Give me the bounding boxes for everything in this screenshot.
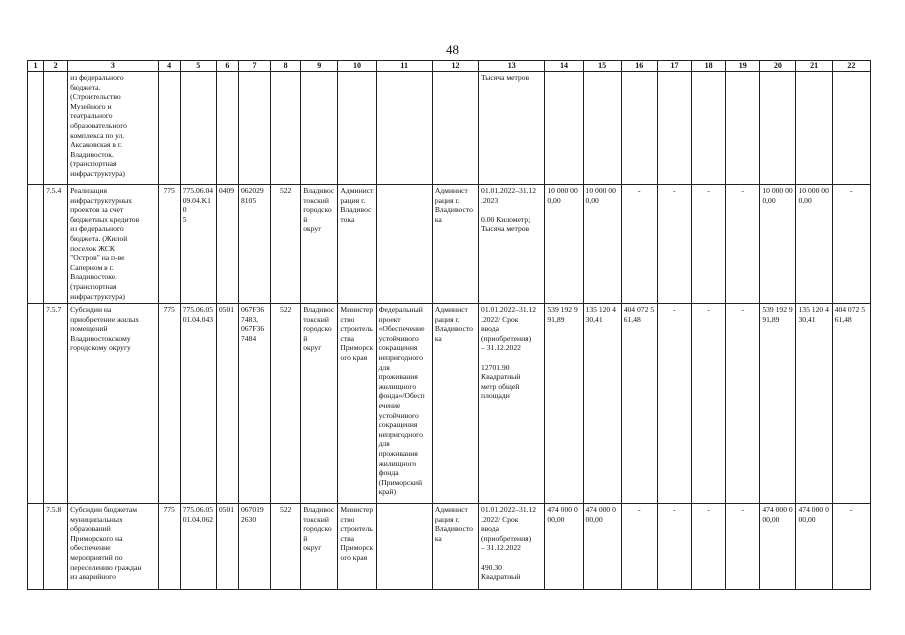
cell-description: Субсидии на приобретение жилых помещений Владивостокскому городскому округу — [68, 304, 158, 504]
page-number: 48 — [446, 42, 459, 57]
cell-amount: - — [657, 185, 691, 304]
col-header: 22 — [832, 61, 870, 72]
cell-amount: 474 000 0 00,00 — [583, 504, 621, 590]
cell-item-no — [44, 72, 68, 185]
cell-item-no: 7.5.7 — [44, 304, 68, 504]
col-header: 14 — [545, 61, 583, 72]
cell-code: 0409 — [216, 185, 238, 304]
table-row — [28, 304, 871, 504]
cell-code: 522 — [271, 185, 301, 304]
cell-code: 775.06.04 09.04.K10 5 — [180, 185, 216, 304]
cell-amount — [832, 72, 870, 185]
cell-territory: Владивос токский городской округ — [301, 185, 338, 304]
cell-amount: 474 000 0 00,00 — [796, 504, 832, 590]
cell-amount: 10 000 00 0,00 — [583, 185, 621, 304]
cell-project — [376, 504, 432, 590]
table-row — [28, 72, 871, 185]
cell-agency: Министер ство строитель ства Приморск ого края — [338, 304, 376, 504]
cell-code: 775 — [158, 504, 180, 590]
cell-amount: 10 000 00 0,00 — [760, 185, 796, 304]
cell-amount: 135 120 4 30,41 — [583, 304, 621, 504]
cell-num — [28, 185, 44, 304]
cell-amount: - — [726, 304, 760, 504]
cell-period: 01.01.2022–31.12 .2022/ Срок ввода (приобретения) – 31.12.2022 490.30 Квадратный — [479, 504, 545, 590]
col-header: 9 — [301, 61, 338, 72]
cell-period: Тысяча метров — [479, 72, 545, 185]
cell-agency — [338, 72, 376, 185]
cell-amount: - — [692, 504, 726, 590]
budget-table — [27, 60, 871, 590]
cell-code: 775.06.05 01.04.043 — [180, 304, 216, 504]
cell-code — [238, 72, 270, 185]
cell-amount: 404 072 5 61,48 — [621, 304, 657, 504]
cell-code: 0501 — [216, 504, 238, 590]
col-header: 19 — [726, 61, 760, 72]
cell-item-no: 7.5.8 — [44, 504, 68, 590]
cell-description: Субсидии бюджетам муниципальных образований Приморского на обеспечение мероприятий по переселению граждан из аварийного — [68, 504, 158, 590]
col-header: 12 — [432, 61, 478, 72]
cell-code: 522 — [271, 304, 301, 504]
cell-amount — [726, 72, 760, 185]
col-header: 11 — [376, 61, 432, 72]
cell-executor: Админист рация г. Владивосто ка — [432, 304, 478, 504]
cell-amount: 539 192 9 91,89 — [760, 304, 796, 504]
table-row — [28, 504, 871, 590]
col-header: 15 — [583, 61, 621, 72]
cell-agency: Министер ство строитель ства Приморск ого края — [338, 504, 376, 590]
cell-amount: 10 000 00 0,00 — [796, 185, 832, 304]
col-header: 6 — [216, 61, 238, 72]
cell-executor: Админист рация г. Владивосто ка — [432, 185, 478, 304]
cell-num — [28, 72, 44, 185]
cell-item-no: 7.5.4 — [44, 185, 68, 304]
cell-amount: - — [621, 185, 657, 304]
col-header: 1 — [28, 61, 44, 72]
cell-num — [28, 504, 44, 590]
header-row — [28, 61, 871, 72]
cell-period: 01.01.2022–31.12 .2023 0.00 Километр; Тысяча метров — [479, 185, 545, 304]
cell-code — [180, 72, 216, 185]
cell-amount: 10 000 00 0,00 — [545, 185, 583, 304]
cell-amount: - — [832, 504, 870, 590]
cell-territory: Владивос токский городской округ — [301, 304, 338, 504]
cell-code: 0501 — [216, 304, 238, 504]
cell-project: Федеральный проект «Обеспечение устойчивого сокращения непригодного для проживания жилищного фонда»/Обесп ечение устойчивого сокращения непригодного для проживания жилищного фонда (Приморский край) — [376, 304, 432, 504]
cell-territory: Владивос токский городской округ — [301, 504, 338, 590]
cell-code: 775 — [158, 304, 180, 504]
cell-amount: 135 120 4 30,41 — [796, 304, 832, 504]
cell-num — [28, 304, 44, 504]
cell-description: Реализация инфраструктурных проектов за счет бюджетных кредитов из федерального бюджета. (Жилой поселок ЖСК "Остров" на п-ве Саперном в г. Владивостоке. (транспортная инфраструктура) — [68, 185, 158, 304]
cell-project — [376, 72, 432, 185]
cell-amount — [796, 72, 832, 185]
col-header: 2 — [44, 61, 68, 72]
cell-code: 522 — [271, 504, 301, 590]
col-header: 10 — [338, 61, 376, 72]
col-header: 21 — [796, 61, 832, 72]
col-header: 5 — [180, 61, 216, 72]
cell-amount: - — [657, 304, 691, 504]
cell-amount: - — [657, 504, 691, 590]
cell-amount — [692, 72, 726, 185]
cell-amount: - — [726, 504, 760, 590]
cell-amount: 404 072 5 61,48 — [832, 304, 870, 504]
col-header: 17 — [657, 61, 691, 72]
cell-executor — [432, 72, 478, 185]
table-row — [28, 185, 871, 304]
col-header: 4 — [158, 61, 180, 72]
cell-code: 067F36 7483, 067F36 7484 — [238, 304, 270, 504]
cell-territory — [301, 72, 338, 185]
cell-amount: 474 000 0 00,00 — [760, 504, 796, 590]
cell-code: 067019 2630 — [238, 504, 270, 590]
cell-amount — [583, 72, 621, 185]
cell-project — [376, 185, 432, 304]
cell-code — [158, 72, 180, 185]
cell-amount — [621, 72, 657, 185]
col-header: 18 — [692, 61, 726, 72]
cell-code — [216, 72, 238, 185]
cell-amount: - — [692, 304, 726, 504]
cell-code: 775 — [158, 185, 180, 304]
cell-amount: - — [692, 185, 726, 304]
cell-code: 775.06.05 01.04.062 — [180, 504, 216, 590]
cell-amount — [545, 72, 583, 185]
cell-amount — [760, 72, 796, 185]
col-header: 8 — [271, 61, 301, 72]
cell-amount: - — [621, 504, 657, 590]
col-header: 7 — [238, 61, 270, 72]
cell-code — [271, 72, 301, 185]
cell-description: из федерального бюджета. (Строительство Музейного и театрального образовательного комплекса по ул. Аксаковская в г. Владивосток. (транспортная инфраструктура) — [68, 72, 158, 185]
cell-executor: Админист рация г. Владивосто ка — [432, 504, 478, 590]
cell-amount: - — [726, 185, 760, 304]
cell-period: 01.01.2022–31.12 .2022/ Срок ввода (приобретения) – 31.12.2022 12701.90 Квадратный метр общей площади — [479, 304, 545, 504]
col-header: 16 — [621, 61, 657, 72]
cell-amount: 539 192 9 91,89 — [545, 304, 583, 504]
cell-agency: Админист рация г. Владивос тока — [338, 185, 376, 304]
cell-amount — [657, 72, 691, 185]
cell-amount: - — [832, 185, 870, 304]
cell-code: 062029 8105 — [238, 185, 270, 304]
col-header: 13 — [479, 61, 545, 72]
col-header: 20 — [760, 61, 796, 72]
cell-amount: 474 000 0 00,00 — [545, 504, 583, 590]
col-header: 3 — [68, 61, 158, 72]
